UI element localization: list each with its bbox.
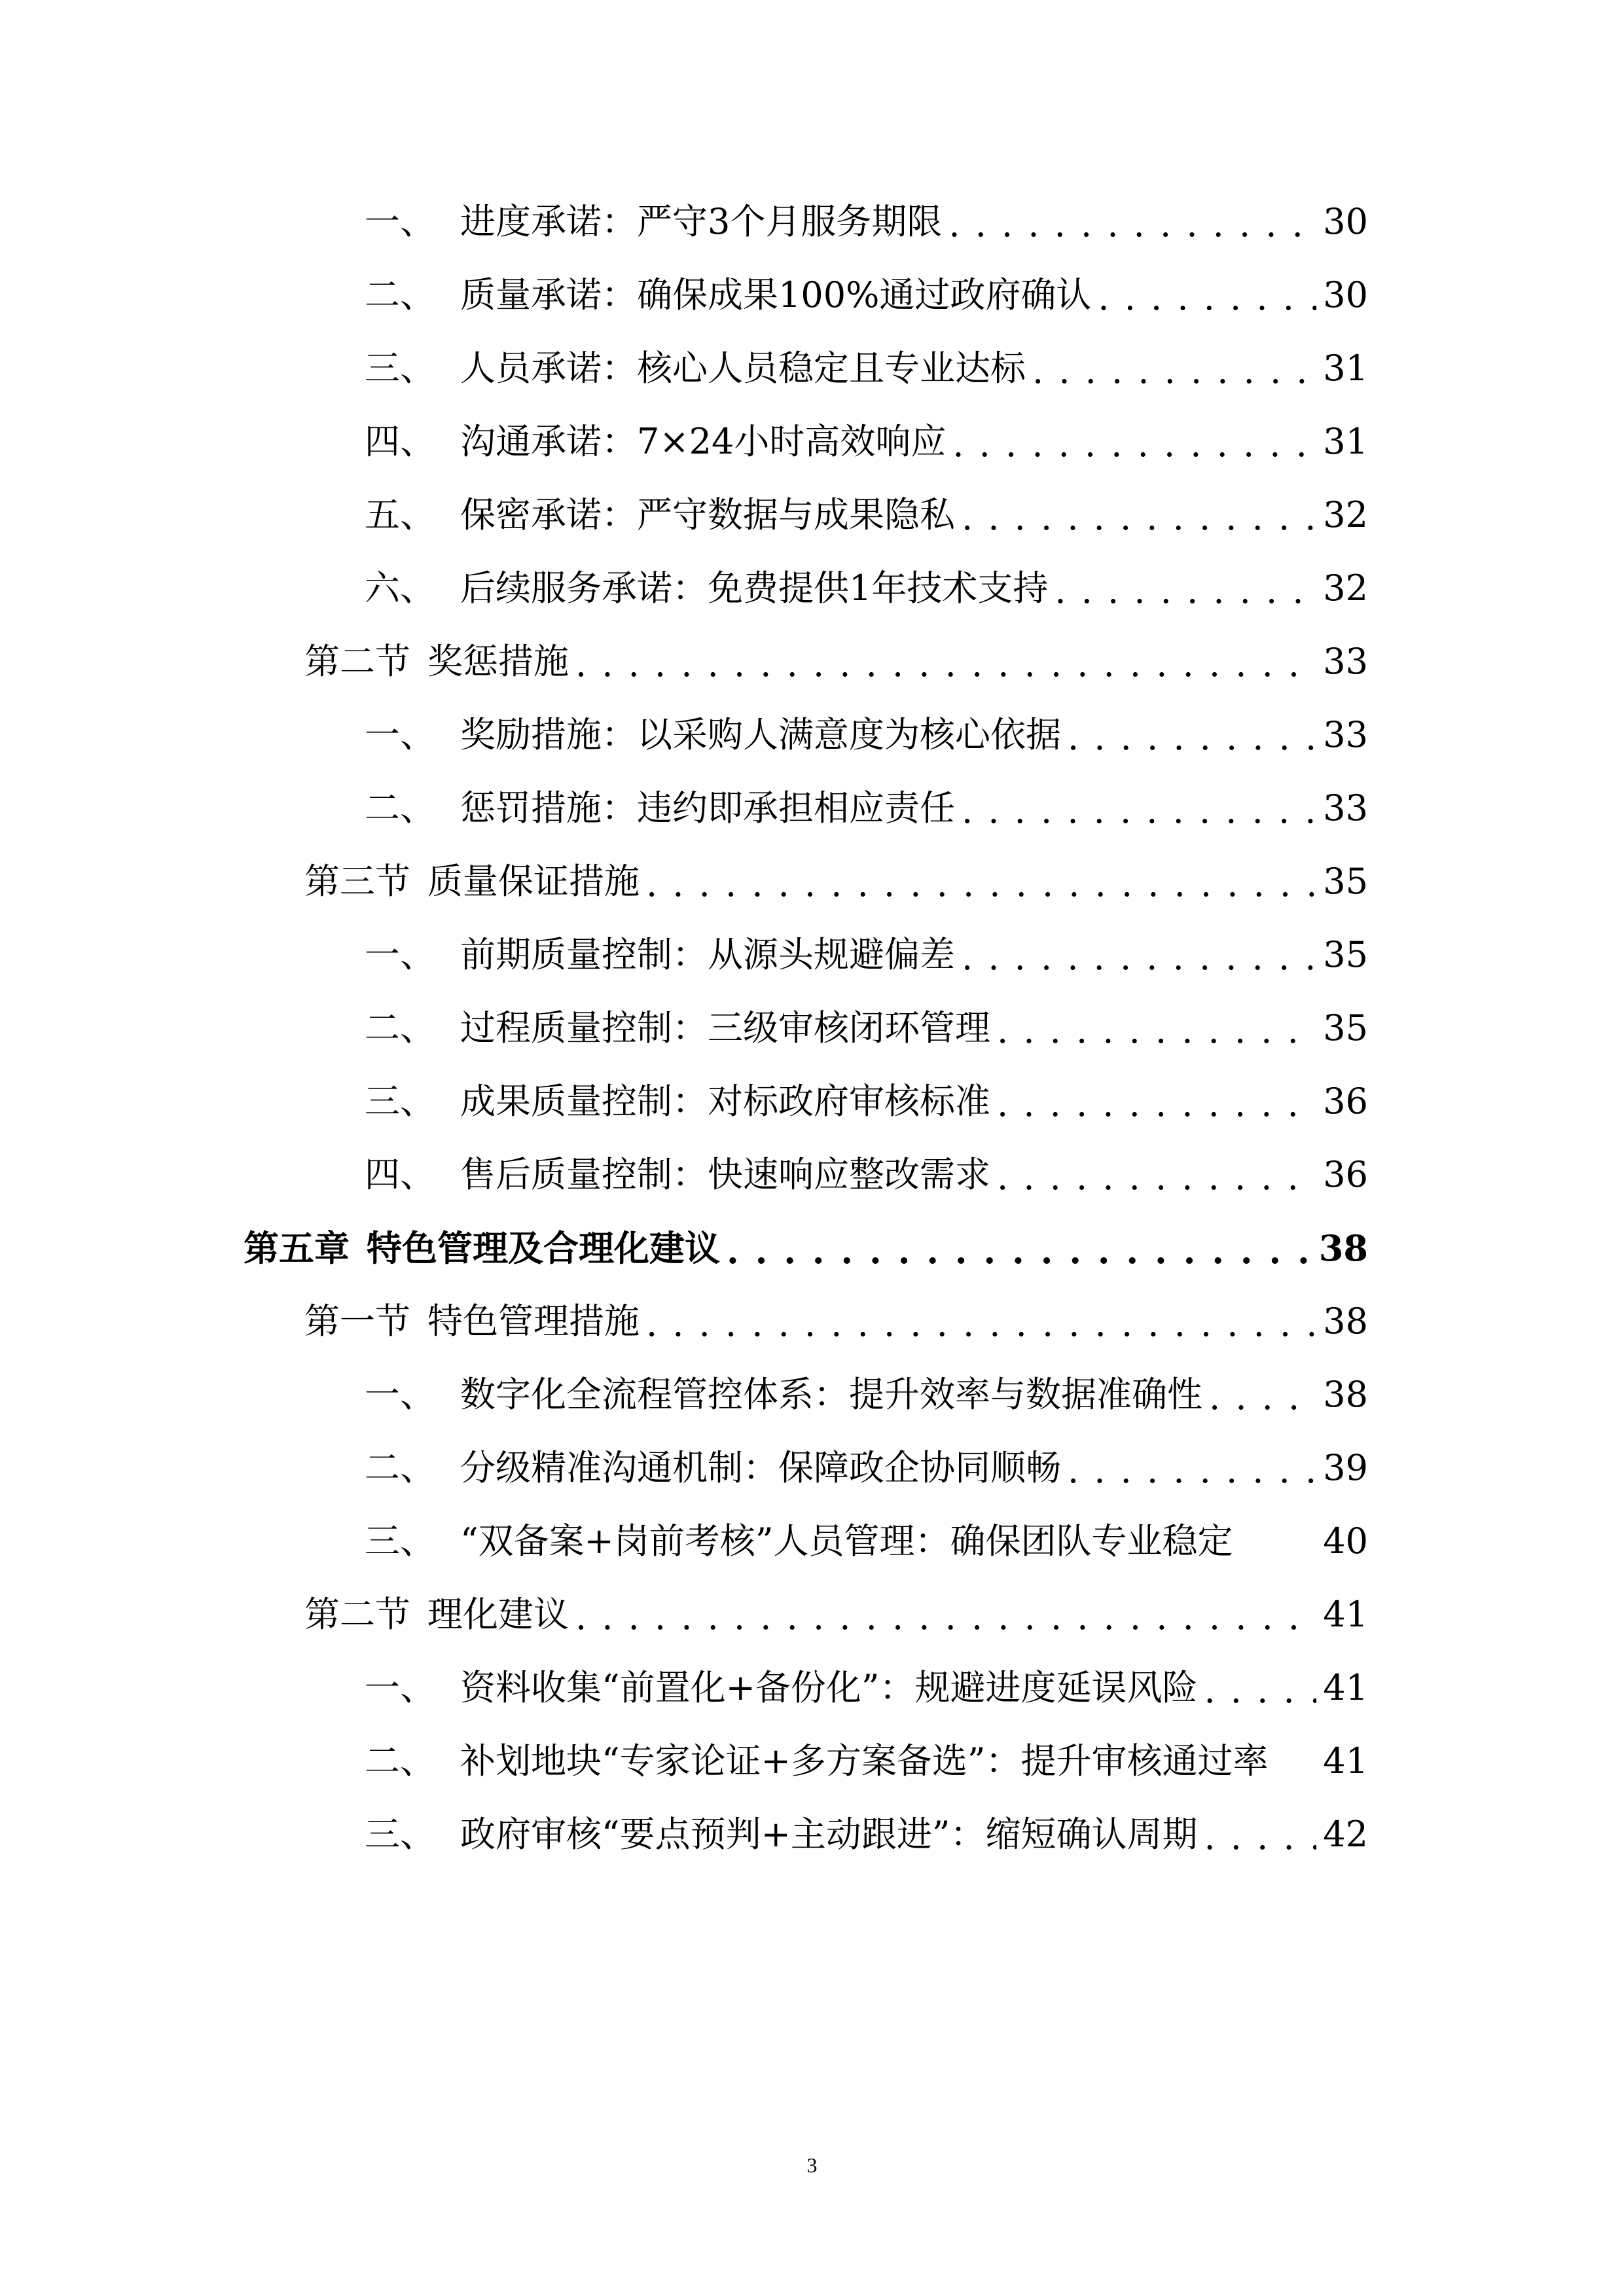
toc-entry-number: 四、 xyxy=(365,1154,435,1195)
toc-entry-page: 41 xyxy=(1323,1740,1368,1782)
toc-leader-dots xyxy=(575,647,1316,682)
toc-entry[interactable] xyxy=(365,918,1368,992)
toc-entry-title: 保密承诺：严守数据与成果隐私 xyxy=(460,494,955,535)
toc-entry-title: 前期质量控制：从源头规避偏差 xyxy=(460,934,955,975)
toc-leader-dots xyxy=(997,1160,1316,1195)
toc-entry-number: 三、 xyxy=(365,1520,435,1562)
toc-entry-title: 售后质量控制：快速响应整改需求 xyxy=(460,1154,990,1195)
toc-entry[interactable] xyxy=(365,405,1368,478)
toc-entry-number: 六、 xyxy=(365,567,435,609)
toc-entry-number: 一、 xyxy=(365,714,435,755)
toc-leader-dots xyxy=(1055,573,1316,609)
toc-entry[interactable] xyxy=(365,1798,1368,1871)
toc-leader-dots xyxy=(1204,1673,1316,1708)
toc-entry-number: 五、 xyxy=(365,494,435,535)
toc-entry-page: 31 xyxy=(1323,348,1368,389)
toc-entry-number: 第二节 xyxy=(304,1594,410,1635)
toc-entry-page: 33 xyxy=(1323,641,1368,682)
toc-entry-page: 36 xyxy=(1323,1154,1368,1195)
toc-entry-number: 第五章 xyxy=(244,1227,350,1269)
toc-entry-number: 二、 xyxy=(365,1740,435,1782)
toc-section-entry[interactable] xyxy=(304,1578,1368,1651)
toc-entry-title: 奖励措施：以采购人满意度为核心依据 xyxy=(460,714,1061,755)
toc-entry-title: 过程质量控制：三级审核闭环管理 xyxy=(460,1007,990,1049)
toc-leader-dots xyxy=(948,207,1316,242)
toc-entry[interactable] xyxy=(365,1138,1368,1211)
toc-entry[interactable] xyxy=(365,772,1368,845)
toc-chapter-entry[interactable] xyxy=(244,1211,1368,1285)
toc-entry-number: 第一节 xyxy=(304,1300,410,1342)
toc-entry-title: 人员承诺：核心人员稳定且专业达标 xyxy=(460,348,1026,389)
toc-entry-title: 分级精准沟通机制：保障政企协同顺畅 xyxy=(460,1447,1061,1488)
toc-entry[interactable] xyxy=(365,1505,1368,1578)
toc-entry-number: 二、 xyxy=(365,787,435,829)
toc-entry-number: 一、 xyxy=(365,934,435,975)
toc-entry-page: 35 xyxy=(1323,934,1368,975)
toc-leader-dots xyxy=(1204,1820,1316,1855)
toc-section-entry[interactable] xyxy=(304,845,1368,918)
toc-entry-page: 40 xyxy=(1323,1520,1368,1562)
toc-entry-page: 38 xyxy=(1318,1227,1368,1269)
toc-leader-dots xyxy=(962,940,1316,975)
toc-entry-number: 二、 xyxy=(365,1007,435,1049)
toc-entry-title: 补划地块“专家论证+多方案备选”：提升审核通过率 xyxy=(460,1740,1269,1782)
toc-entry-page: 42 xyxy=(1323,1814,1368,1855)
toc-leader-dots xyxy=(1068,720,1316,755)
toc-leader-dots xyxy=(962,793,1316,829)
toc-leader-dots xyxy=(646,1306,1316,1342)
toc-leader-dots xyxy=(962,500,1316,535)
toc-leader-dots xyxy=(727,1233,1312,1268)
page-number: 3 xyxy=(806,2153,818,2177)
toc-entry-number: 一、 xyxy=(365,1667,435,1708)
toc-section-entry[interactable] xyxy=(304,1285,1368,1358)
toc-entry-title: 质量保证措施 xyxy=(427,861,640,902)
toc-leader-dots xyxy=(952,427,1316,462)
toc-entry-number: 三、 xyxy=(365,1814,435,1855)
toc-leader-dots xyxy=(1032,353,1316,389)
toc-entry-title: 沟通承诺：7×24小时高效响应 xyxy=(460,421,947,462)
toc-entry-title: “双备案+岗前考核”人员管理：确保团队专业稳定 xyxy=(460,1520,1233,1562)
toc-leader-dots xyxy=(1068,1453,1316,1488)
toc-entry[interactable] xyxy=(365,552,1368,625)
toc-entry-title: 奖惩措施 xyxy=(427,641,569,682)
toc-leader-dots xyxy=(1209,1380,1316,1415)
toc-entry-page: 30 xyxy=(1323,274,1368,315)
toc-entry-page: 30 xyxy=(1323,201,1368,242)
toc-entry-title: 理化建议 xyxy=(427,1594,569,1635)
toc-entry[interactable] xyxy=(365,259,1368,332)
toc-entry[interactable] xyxy=(365,478,1368,552)
toc-entry-page: 32 xyxy=(1323,494,1368,535)
toc-entry[interactable] xyxy=(365,1358,1368,1431)
toc-entry-title: 后续服务承诺：免费提供1年技术支持 xyxy=(460,567,1049,609)
toc-entry[interactable] xyxy=(365,332,1368,405)
toc-entry-page: 31 xyxy=(1323,421,1368,462)
toc-entry[interactable] xyxy=(365,992,1368,1065)
toc-entry-page: 32 xyxy=(1323,567,1368,609)
toc-entry-page: 35 xyxy=(1323,1007,1368,1049)
toc-entry-number: 三、 xyxy=(365,348,435,389)
toc-entry[interactable] xyxy=(365,1065,1368,1138)
toc-entry-title: 进度承诺：严守3个月服务期限 xyxy=(460,201,943,242)
toc-entry-title: 惩罚措施：违约即承担相应责任 xyxy=(460,787,955,829)
toc-entry-title: 数字化全流程管控体系：提升效率与数据准确性 xyxy=(460,1374,1202,1415)
toc-entry-number: 一、 xyxy=(365,201,435,242)
toc-leader-dots xyxy=(997,1013,1316,1049)
toc-entry[interactable] xyxy=(365,1725,1368,1798)
toc-leader-dots xyxy=(997,1086,1316,1122)
toc-leader-dots xyxy=(575,1600,1316,1635)
toc-entry-page: 41 xyxy=(1323,1667,1368,1708)
toc-entry[interactable] xyxy=(365,1431,1368,1505)
toc-entry-page: 33 xyxy=(1323,714,1368,755)
toc-entry-title: 质量承诺：确保成果100%通过政府确认 xyxy=(460,274,1092,315)
toc-entry-page: 38 xyxy=(1323,1300,1368,1342)
toc-entry[interactable] xyxy=(365,1651,1368,1725)
toc-entry-number: 四、 xyxy=(365,421,435,462)
toc-entry-number: 三、 xyxy=(365,1081,435,1122)
toc-entry-title: 成果质量控制：对标政府审核标准 xyxy=(460,1081,990,1122)
toc-entry-title: 资料收集“前置化+备份化”：规避进度延误风险 xyxy=(460,1667,1198,1708)
toc-entry-page: 36 xyxy=(1323,1081,1368,1122)
toc-leader-dots xyxy=(1098,280,1316,315)
toc-entry-page: 41 xyxy=(1323,1594,1368,1635)
toc-entry-page: 33 xyxy=(1323,787,1368,829)
toc-entry-title: 特色管理及合理化建议 xyxy=(367,1227,720,1269)
toc-entry[interactable] xyxy=(365,185,1368,259)
toc-entry-page: 35 xyxy=(1323,861,1368,902)
toc-entry-number: 二、 xyxy=(365,274,435,315)
toc-entry-number: 第三节 xyxy=(304,861,410,902)
toc-entry[interactable] xyxy=(365,698,1368,772)
toc-entry-number: 第二节 xyxy=(304,641,410,682)
toc-entry-number: 二、 xyxy=(365,1447,435,1488)
toc-leader-dots xyxy=(646,867,1316,902)
toc-entry-title: 政府审核“要点预判+主动跟进”：缩短确认周期 xyxy=(460,1814,1198,1855)
toc-entry-title: 特色管理措施 xyxy=(427,1300,640,1342)
toc-section-entry[interactable] xyxy=(304,625,1368,698)
toc-entry-page: 38 xyxy=(1323,1374,1368,1415)
toc-entry-page: 39 xyxy=(1323,1447,1368,1488)
toc-entry-number: 一、 xyxy=(365,1374,435,1415)
